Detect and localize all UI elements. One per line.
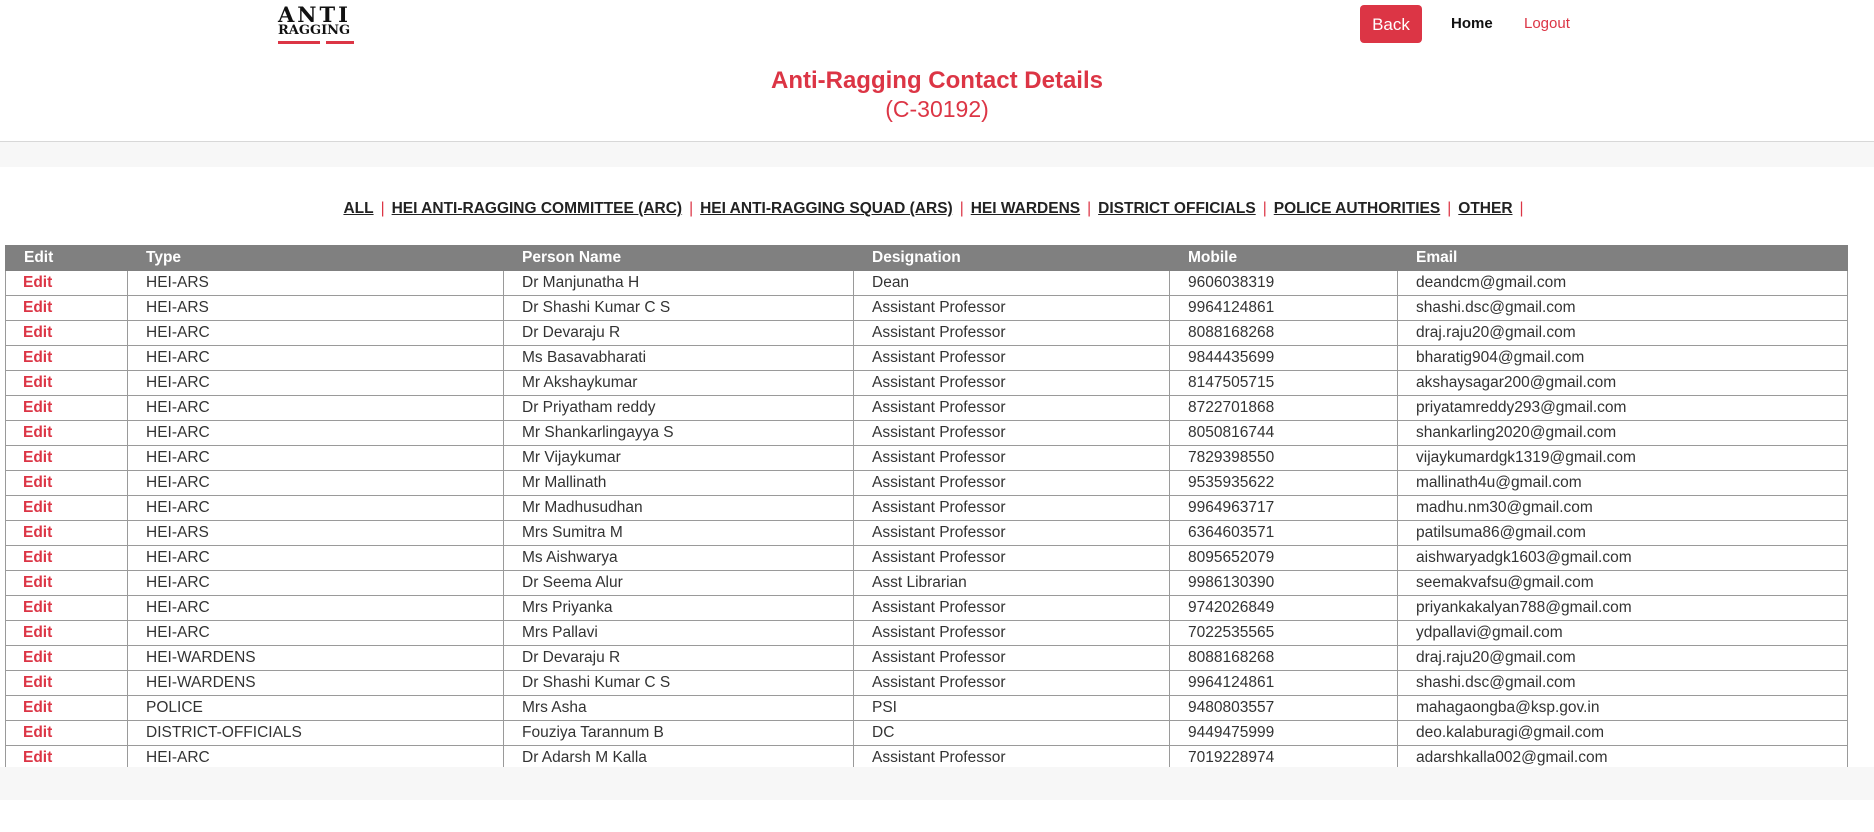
mobile-cell: 9844435699	[1170, 346, 1398, 371]
edit-cell	[6, 421, 128, 446]
email-cell: vijaykumardgk1319@gmail.com	[1398, 446, 1848, 471]
anti-ragging-logo	[278, 4, 358, 44]
edit-cell	[6, 721, 128, 746]
filter-separator: |	[1087, 200, 1092, 217]
email-cell: priyatamreddy293@gmail.com	[1398, 396, 1848, 421]
table-header-row	[6, 246, 1848, 271]
mobile-cell: 8050816744	[1170, 421, 1398, 446]
email-cell: deandcm@gmail.com	[1398, 271, 1848, 296]
designation-cell: Assistant Professor	[854, 471, 1170, 496]
designation-cell: Assistant Professor	[854, 646, 1170, 671]
filter-link-district-officials[interactable]: DISTRICT OFFICIALS	[1098, 200, 1256, 217]
edit-cell	[6, 521, 128, 546]
person-name-cell: Mrs Sumitra M	[504, 521, 854, 546]
edit-cell	[6, 471, 128, 496]
table-row	[6, 696, 1848, 721]
table-row	[6, 321, 1848, 346]
edit-link[interactable]: Edit	[23, 549, 53, 566]
email-cell: draj.raju20@gmail.com	[1398, 646, 1848, 671]
designation-cell: Assistant Professor	[854, 396, 1170, 421]
type-cell: HEI-WARDENS	[128, 646, 504, 671]
filter-separator: |	[380, 200, 385, 217]
nav-home-link[interactable]: Home	[1451, 15, 1493, 32]
column-header-mobile: Mobile	[1170, 246, 1398, 271]
table-row	[6, 521, 1848, 546]
edit-cell	[6, 346, 128, 371]
column-header-edit: Edit	[6, 246, 128, 271]
table-row	[6, 446, 1848, 471]
edit-cell	[6, 571, 128, 596]
designation-cell: Assistant Professor	[854, 371, 1170, 396]
mobile-cell: 7022535565	[1170, 621, 1398, 646]
edit-link[interactable]: Edit	[23, 349, 53, 366]
designation-cell: Assistant Professor	[854, 496, 1170, 521]
email-cell: patilsuma86@gmail.com	[1398, 521, 1848, 546]
email-cell: bharatig904@gmail.com	[1398, 346, 1848, 371]
person-name-cell: Dr Shashi Kumar C S	[504, 296, 854, 321]
type-cell: HEI-ARC	[128, 571, 504, 596]
table-row	[6, 721, 1848, 746]
designation-cell: Assistant Professor	[854, 421, 1170, 446]
back-button[interactable]: Back	[1360, 5, 1422, 43]
edit-link[interactable]: Edit	[23, 474, 53, 491]
email-cell: shashi.dsc@gmail.com	[1398, 296, 1848, 321]
edit-link[interactable]: Edit	[23, 649, 53, 666]
email-cell: ydpallavi@gmail.com	[1398, 621, 1848, 646]
person-name-cell: Dr Shashi Kumar C S	[504, 671, 854, 696]
edit-link[interactable]: Edit	[23, 424, 53, 441]
type-cell: HEI-ARC	[128, 371, 504, 396]
college-code: (C-30192)	[885, 96, 989, 122]
mobile-cell: 9449475999	[1170, 721, 1398, 746]
edit-link[interactable]: Edit	[23, 524, 53, 541]
person-name-cell: Dr Manjunatha H	[504, 271, 854, 296]
edit-link[interactable]: Edit	[23, 449, 53, 466]
filter-separator: |	[1519, 200, 1524, 217]
person-name-cell: Dr Adarsh M Kalla	[504, 746, 854, 771]
mobile-cell: 9742026849	[1170, 596, 1398, 621]
mobile-cell: 9606038319	[1170, 271, 1398, 296]
column-header-type: Type	[128, 246, 504, 271]
edit-link[interactable]: Edit	[23, 274, 53, 291]
person-name-cell: Dr Devaraju R	[504, 646, 854, 671]
logo-text-bottom: RAGGING	[278, 23, 351, 38]
person-name-cell: Fouziya Tarannum B	[504, 721, 854, 746]
table-row	[6, 296, 1848, 321]
designation-cell: Asst Librarian	[854, 571, 1170, 596]
email-cell: mahagaongba@ksp.gov.in	[1398, 696, 1848, 721]
person-name-cell: Dr Devaraju R	[504, 321, 854, 346]
edit-cell	[6, 321, 128, 346]
mobile-cell: 9480803557	[1170, 696, 1398, 721]
page-title: Anti-Ragging Contact Details	[770, 67, 1103, 94]
edit-link[interactable]: Edit	[23, 299, 53, 316]
footer-band	[0, 767, 1874, 800]
mobile-cell: 9986130390	[1170, 571, 1398, 596]
type-cell: HEI-ARC	[128, 621, 504, 646]
person-name-cell: Mr Akshaykumar	[504, 371, 854, 396]
edit-cell	[6, 271, 128, 296]
mobile-cell: 8722701868	[1170, 396, 1398, 421]
designation-cell: Assistant Professor	[854, 596, 1170, 621]
person-name-cell: Mr Shankarlingayya S	[504, 421, 854, 446]
edit-link[interactable]: Edit	[23, 574, 53, 591]
table-row	[6, 346, 1848, 371]
contacts-table	[5, 245, 1848, 771]
type-cell: HEI-ARC	[128, 321, 504, 346]
table-body	[6, 271, 1848, 771]
edit-link[interactable]: Edit	[23, 699, 53, 716]
designation-cell: PSI	[854, 696, 1170, 721]
logo-text-top: ANTI	[278, 2, 351, 27]
type-cell: HEI-ARC	[128, 546, 504, 571]
person-name-cell: Dr Seema Alur	[504, 571, 854, 596]
table-row	[6, 496, 1848, 521]
filter-separator: |	[1447, 200, 1452, 217]
column-header-designation: Designation	[854, 246, 1170, 271]
mobile-cell: 8147505715	[1170, 371, 1398, 396]
edit-link[interactable]: Edit	[23, 324, 53, 341]
designation-cell: Assistant Professor	[854, 621, 1170, 646]
table-row	[6, 621, 1848, 646]
designation-cell: Assistant Professor	[854, 521, 1170, 546]
edit-cell	[6, 596, 128, 621]
person-name-cell: Ms Basavabharati	[504, 346, 854, 371]
mobile-cell: 9964124861	[1170, 296, 1398, 321]
filter-separator: |	[689, 200, 694, 217]
edit-cell	[6, 546, 128, 571]
person-name-cell: Ms Aishwarya	[504, 546, 854, 571]
type-cell: HEI-ARC	[128, 421, 504, 446]
edit-cell	[6, 671, 128, 696]
type-cell: DISTRICT-OFFICIALS	[128, 721, 504, 746]
column-header-email: Email	[1398, 246, 1848, 271]
filter-link-other[interactable]: OTHER	[1458, 200, 1513, 217]
designation-cell: Assistant Professor	[854, 321, 1170, 346]
designation-cell: DC	[854, 721, 1170, 746]
person-name-cell: Dr Priyatham reddy	[504, 396, 854, 421]
edit-cell	[6, 496, 128, 521]
mobile-cell: 6364603571	[1170, 521, 1398, 546]
filter-link-hei-anti-ragging-committee-arc[interactable]: HEI ANTI-RAGGING COMMITTEE (ARC)	[391, 200, 683, 217]
type-cell: HEI-ARC	[128, 596, 504, 621]
table-row	[6, 546, 1848, 571]
table-row	[6, 646, 1848, 671]
filter-link-hei-anti-ragging-squad-ars[interactable]: HEI ANTI-RAGGING SQUAD (ARS)	[700, 200, 953, 217]
email-cell: deo.kalaburagi@gmail.com	[1398, 721, 1848, 746]
table-row	[6, 421, 1848, 446]
filter-separator: |	[959, 200, 964, 217]
mobile-cell: 9964124861	[1170, 671, 1398, 696]
edit-link[interactable]: Edit	[23, 374, 53, 391]
designation-cell: Dean	[854, 271, 1170, 296]
edit-link[interactable]: Edit	[23, 724, 53, 741]
type-cell: HEI-ARC	[128, 496, 504, 521]
email-cell: seemakvafsu@gmail.com	[1398, 571, 1848, 596]
edit-link[interactable]: Edit	[23, 624, 53, 641]
type-cell: HEI-WARDENS	[128, 671, 504, 696]
edit-cell	[6, 446, 128, 471]
mobile-cell: 8095652079	[1170, 546, 1398, 571]
email-cell: shankarling2020@gmail.com	[1398, 421, 1848, 446]
type-cell: HEI-ARS	[128, 271, 504, 296]
person-name-cell: Mrs Priyanka	[504, 596, 854, 621]
type-cell: HEI-ARC	[128, 446, 504, 471]
designation-cell: Assistant Professor	[854, 296, 1170, 321]
filter-bar	[0, 200, 1874, 218]
edit-cell	[6, 621, 128, 646]
table-row	[6, 471, 1848, 496]
table-row	[6, 596, 1848, 621]
edit-cell	[6, 696, 128, 721]
person-name-cell: Mrs Pallavi	[504, 621, 854, 646]
edit-cell	[6, 646, 128, 671]
email-cell: shashi.dsc@gmail.com	[1398, 671, 1848, 696]
person-name-cell: Mr Vijaykumar	[504, 446, 854, 471]
column-header-person-name: Person Name	[504, 246, 854, 271]
person-name-cell: Mr Mallinath	[504, 471, 854, 496]
designation-cell: Assistant Professor	[854, 446, 1170, 471]
type-cell: HEI-ARS	[128, 296, 504, 321]
type-cell: HEI-ARS	[128, 521, 504, 546]
table-row	[6, 271, 1848, 296]
edit-link[interactable]: Edit	[23, 674, 53, 691]
table-row	[6, 671, 1848, 696]
section-divider	[0, 142, 1874, 167]
type-cell: POLICE	[128, 696, 504, 721]
type-cell: HEI-ARC	[128, 396, 504, 421]
mobile-cell: 8088168268	[1170, 646, 1398, 671]
email-cell: adarshkalla002@gmail.com	[1398, 746, 1848, 771]
mobile-cell: 7019228974	[1170, 746, 1398, 771]
type-cell: HEI-ARC	[128, 746, 504, 771]
table-row	[6, 396, 1848, 421]
logo-underline-right	[326, 41, 354, 44]
edit-cell	[6, 296, 128, 321]
filter-link-hei-wardens[interactable]: HEI WARDENS	[970, 200, 1081, 217]
designation-cell: Assistant Professor	[854, 346, 1170, 371]
edit-link[interactable]: Edit	[23, 599, 53, 616]
edit-cell	[6, 396, 128, 421]
email-cell: madhu.nm30@gmail.com	[1398, 496, 1848, 521]
filter-link-all[interactable]: ALL	[343, 200, 374, 217]
designation-cell: Assistant Professor	[854, 671, 1170, 696]
nav-logout-link[interactable]: Logout	[1524, 15, 1570, 32]
page-header	[0, 0, 1874, 142]
mobile-cell: 7829398550	[1170, 446, 1398, 471]
filter-link-police-authorities[interactable]: POLICE AUTHORITIES	[1273, 200, 1441, 217]
person-name-cell: Mrs Asha	[504, 696, 854, 721]
edit-cell	[6, 371, 128, 396]
contacts-card	[0, 167, 1874, 800]
mobile-cell: 9535935622	[1170, 471, 1398, 496]
edit-link[interactable]: Edit	[23, 399, 53, 416]
logo-underline-left	[278, 41, 320, 44]
email-cell: akshaysagar200@gmail.com	[1398, 371, 1848, 396]
email-cell: draj.raju20@gmail.com	[1398, 321, 1848, 346]
type-cell: HEI-ARC	[128, 346, 504, 371]
designation-cell: Assistant Professor	[854, 546, 1170, 571]
mobile-cell: 9964963717	[1170, 496, 1398, 521]
table-row	[6, 571, 1848, 596]
email-cell: priyankakalyan788@gmail.com	[1398, 596, 1848, 621]
email-cell: aishwaryadgk1603@gmail.com	[1398, 546, 1848, 571]
mobile-cell: 8088168268	[1170, 321, 1398, 346]
table-row	[6, 371, 1848, 396]
designation-cell: Assistant Professor	[854, 746, 1170, 771]
email-cell: mallinath4u@gmail.com	[1398, 471, 1848, 496]
edit-link[interactable]: Edit	[23, 749, 53, 766]
contacts-table-wrapper	[5, 245, 1848, 771]
person-name-cell: Mr Madhusudhan	[504, 496, 854, 521]
filter-separator: |	[1262, 200, 1267, 217]
edit-link[interactable]: Edit	[23, 499, 53, 516]
type-cell: HEI-ARC	[128, 471, 504, 496]
